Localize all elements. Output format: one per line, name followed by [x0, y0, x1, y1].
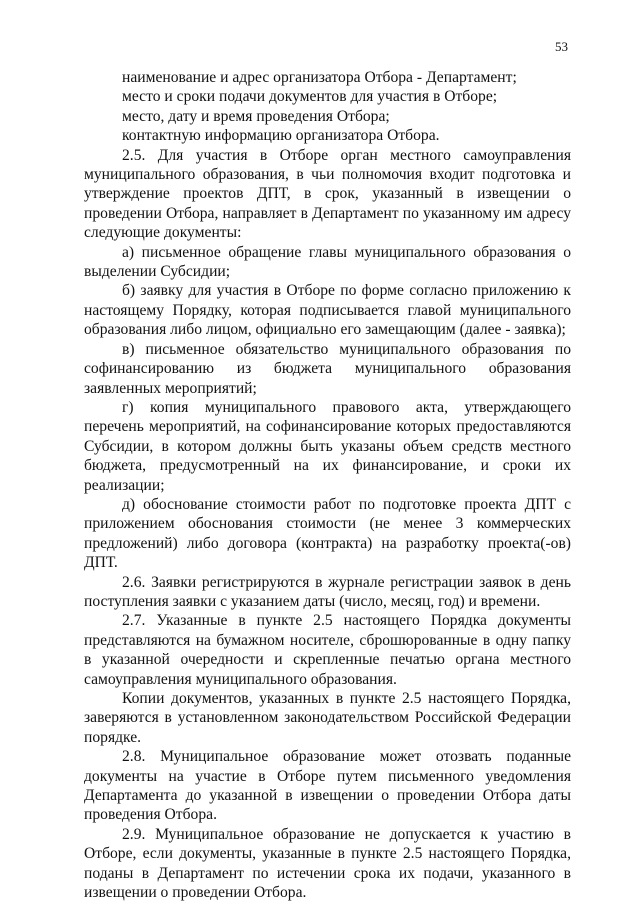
paragraph-item-b: б) заявку для участия в Отборе по форме согласно приложению к настоящему Порядку, которая подписывается главой муниципального образования либо лицом, официально его замещающим (далее - заявка);: [84, 282, 571, 339]
paragraph-item-g: г) копия муниципального правового акта, утверждающего перечень мероприятий, на софинансирование которых предоставляются Субсидии, в котором должны быть указаны объем средств местного бюджета, предусмотренный на их финансирование, и сроки их реализации;: [84, 398, 571, 494]
paragraph-item-v: в) письменное обязательство муниципального образования по софинансированию из бюджета муниципального образования заявленных мероприятий;: [84, 340, 571, 397]
paragraph-item-a: а) письменное обращение главы муниципального образования о выделении Субсидии;: [84, 243, 571, 281]
page-number: 53: [555, 39, 568, 54]
list-item: место и сроки подачи документов для участия в Отборе;: [122, 88, 498, 106]
paragraph-copies: Копии документов, указанных в пункте 2.5 настоящего Порядка, заверяются в установленном законодательством Российской Федерации порядке.: [84, 690, 571, 746]
document-body: [84, 68, 571, 902]
paragraph-item-d: д) обоснование стоимости работ по подготовке проекта ДПТ с приложением обоснования стоимости (не менее 3 коммерческих предложений) либо договора (контракта) на разработку проекта(-ов) ДПТ.: [84, 495, 571, 572]
paragraph-2-8: 2.8. Муниципальное образование может отозвать поданные документы на участие в Отборе путем письменного уведомления Департамента до указанной в извещении о проведении Отбора даты проведения Отбора.: [84, 748, 571, 824]
list-item: место, дату и время проведения Отбора;: [122, 107, 390, 125]
paragraph-2-6: 2.6. Заявки регистрируются в журнале регистрации заявок в день поступления заявки с указанием даты (число, месяц, год) и времени.: [84, 573, 571, 610]
paragraph-2-5: 2.5. Для участия в Отборе орган местного самоуправления муниципального образования, в чьи полномочия входит подготовка и утверждение проектов ДПТ, в срок, указанный в извещении о проведении Отбора, направляет в Департамент по указанному им адресу следующие документы:: [84, 146, 571, 242]
paragraph-2-9: 2.9. Муниципальное образование не допускается к участию в Отборе, если документы, указанные в пункте 2.5 настоящего Порядка, поданы в Департамент по истечении срока их подачи, указанного в извещении о проведении Отбора.: [84, 825, 571, 902]
list-item: наименование и адрес организатора Отбора - Департамент;: [122, 69, 517, 86]
paragraph-2-7: 2.7. Указанные в пункте 2.5 настоящего Порядка документы представляются на бумажном носителе, сброшюрованные в одну папку в указанной очередности и скрепленные печатью органа местного самоуправления муниципального образования.: [84, 612, 571, 688]
list-item: контактную информацию организатора Отбора.: [122, 127, 440, 145]
